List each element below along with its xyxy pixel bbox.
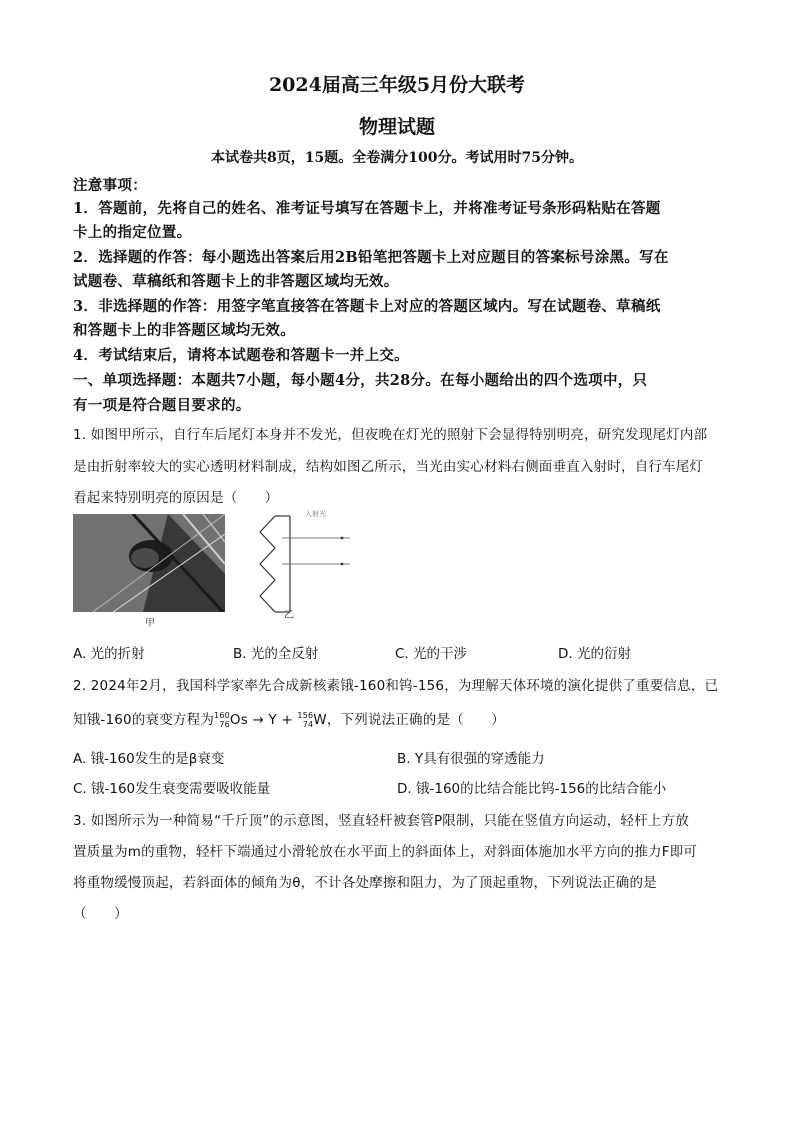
bicycle-taillight-photo: [73, 514, 225, 612]
q1-line-3: 看起来特别明亮的原因是（ ）: [73, 490, 279, 506]
q2-line-1: 2. 2024年2月，我国科学家率先合成新核素锇-160和钨-156，为理解天体环境的演化提供了重要信息，已: [73, 678, 719, 694]
notice-item-2-line-2: 试题卷、草稿纸和答题卡上的非答题区域均无效。: [73, 273, 399, 290]
decay-arrow: → Y +: [247, 712, 298, 728]
section-1-heading-line-1: 一、单项选择题：本题共7小题，每小题4分，共28分。在每小题给出的四个选项中，只: [73, 372, 648, 389]
notice-item-2-line-1: 2．选择题的作答：每小题选出答案后用2B铅笔把答题卡上对应题目的答案标号涂黑。写在: [73, 249, 669, 266]
q1-option-d: D. 光的衍射: [558, 646, 631, 662]
q1-option-c: C. 光的干涉: [395, 646, 468, 662]
q1-line-1: 1. 如图甲所示，自行车后尾灯本身并不发光，但夜晚在灯光的照射下会显得特别明亮，研究发现尾灯内部: [73, 427, 708, 443]
prism-structure-diagram: [250, 508, 360, 620]
q2-option-d: D. 锇-160的比结合能比钨-156的比结合能小: [397, 781, 667, 797]
q3-line-3: 将重物缓慢顶起，若斜面体的倾角为θ，不计各处摩擦和阻力，为了顶起重物，下列说法正确的是: [73, 875, 657, 891]
notice-item-3-line-2: 和答题卡上的非答题区域均无效。: [73, 322, 295, 339]
q1-option-a: A. 光的折射: [73, 646, 145, 662]
exam-title: 2024届高三年级5月份大联考: [268, 74, 526, 96]
w-charge-number: 74: [302, 720, 314, 729]
os-mass-number: 160: [214, 711, 230, 720]
q2-option-c: C. 锇-160发生衰变需要吸收能量: [73, 781, 271, 797]
incident-light-label: 入射光: [305, 510, 326, 518]
w-mass-number: 156: [297, 711, 314, 720]
notice-item-4: 4．考试结束后，请将本试题卷和答题卡一并上交。: [73, 347, 409, 364]
section-1-heading-line-2: 有一项是符合题目要求的。: [73, 397, 251, 414]
exam-info: 本试卷共8页，15题。全卷满分100分。考试用时75分钟。: [211, 150, 583, 166]
q3-line-4: （ ）: [73, 906, 128, 922]
figure-b-caption: 乙: [284, 610, 294, 621]
notice-heading: 注意事项：: [73, 177, 147, 194]
os-symbol: Os: [229, 712, 248, 728]
q3-line-1: 3. 如图所示为一种简易“千斤顶”的示意图，竖直轻杆被套管P限制，只能在竖值方向运动，轻杆上方放: [73, 813, 689, 829]
w-nuclide: [297, 711, 326, 729]
q2-line-2-prefix: 知锇-160的衰变方程为: [73, 712, 215, 728]
os-charge-number: 76: [219, 720, 230, 729]
q2-line-2-suffix: ，下列说法正确的是（ ）: [326, 712, 505, 728]
subject-title: 物理试题: [358, 116, 435, 138]
q2-option-b: B. Y具有很强的穿透能力: [397, 751, 545, 767]
q3-line-2: 置质量为m的重物，轻杆下端通过小滑轮放在水平面上的斜面体上，对斜面体施加水平方向的推力F即可: [73, 844, 698, 860]
q2-line-2: [73, 708, 505, 729]
w-symbol: W: [313, 712, 327, 728]
q1-option-b: B. 光的全反射: [233, 646, 319, 662]
os-nuclide: [214, 711, 248, 729]
q1-line-2: 是由折射率较大的实心透明材料制成，结构如图乙所示，当光由实心材料右侧面垂直入射时，自行车尾灯: [73, 459, 704, 475]
notice-item-1-line-1: 1．答题前，先将自己的姓名、准考证号填写在答题卡上，并将准考证号条形码粘贴在答题: [73, 200, 661, 217]
notice-item-3-line-1: 3．非选择题的作答：用签字笔直接答在答题卡上对应的答题区域内。写在试题卷、草稿纸: [73, 298, 661, 315]
q2-option-a: A. 锇-160发生的是β衰变: [73, 751, 225, 767]
notice-item-1-line-2: 卡上的指定位置。: [73, 224, 192, 241]
figure-a-caption: 甲: [145, 618, 155, 629]
